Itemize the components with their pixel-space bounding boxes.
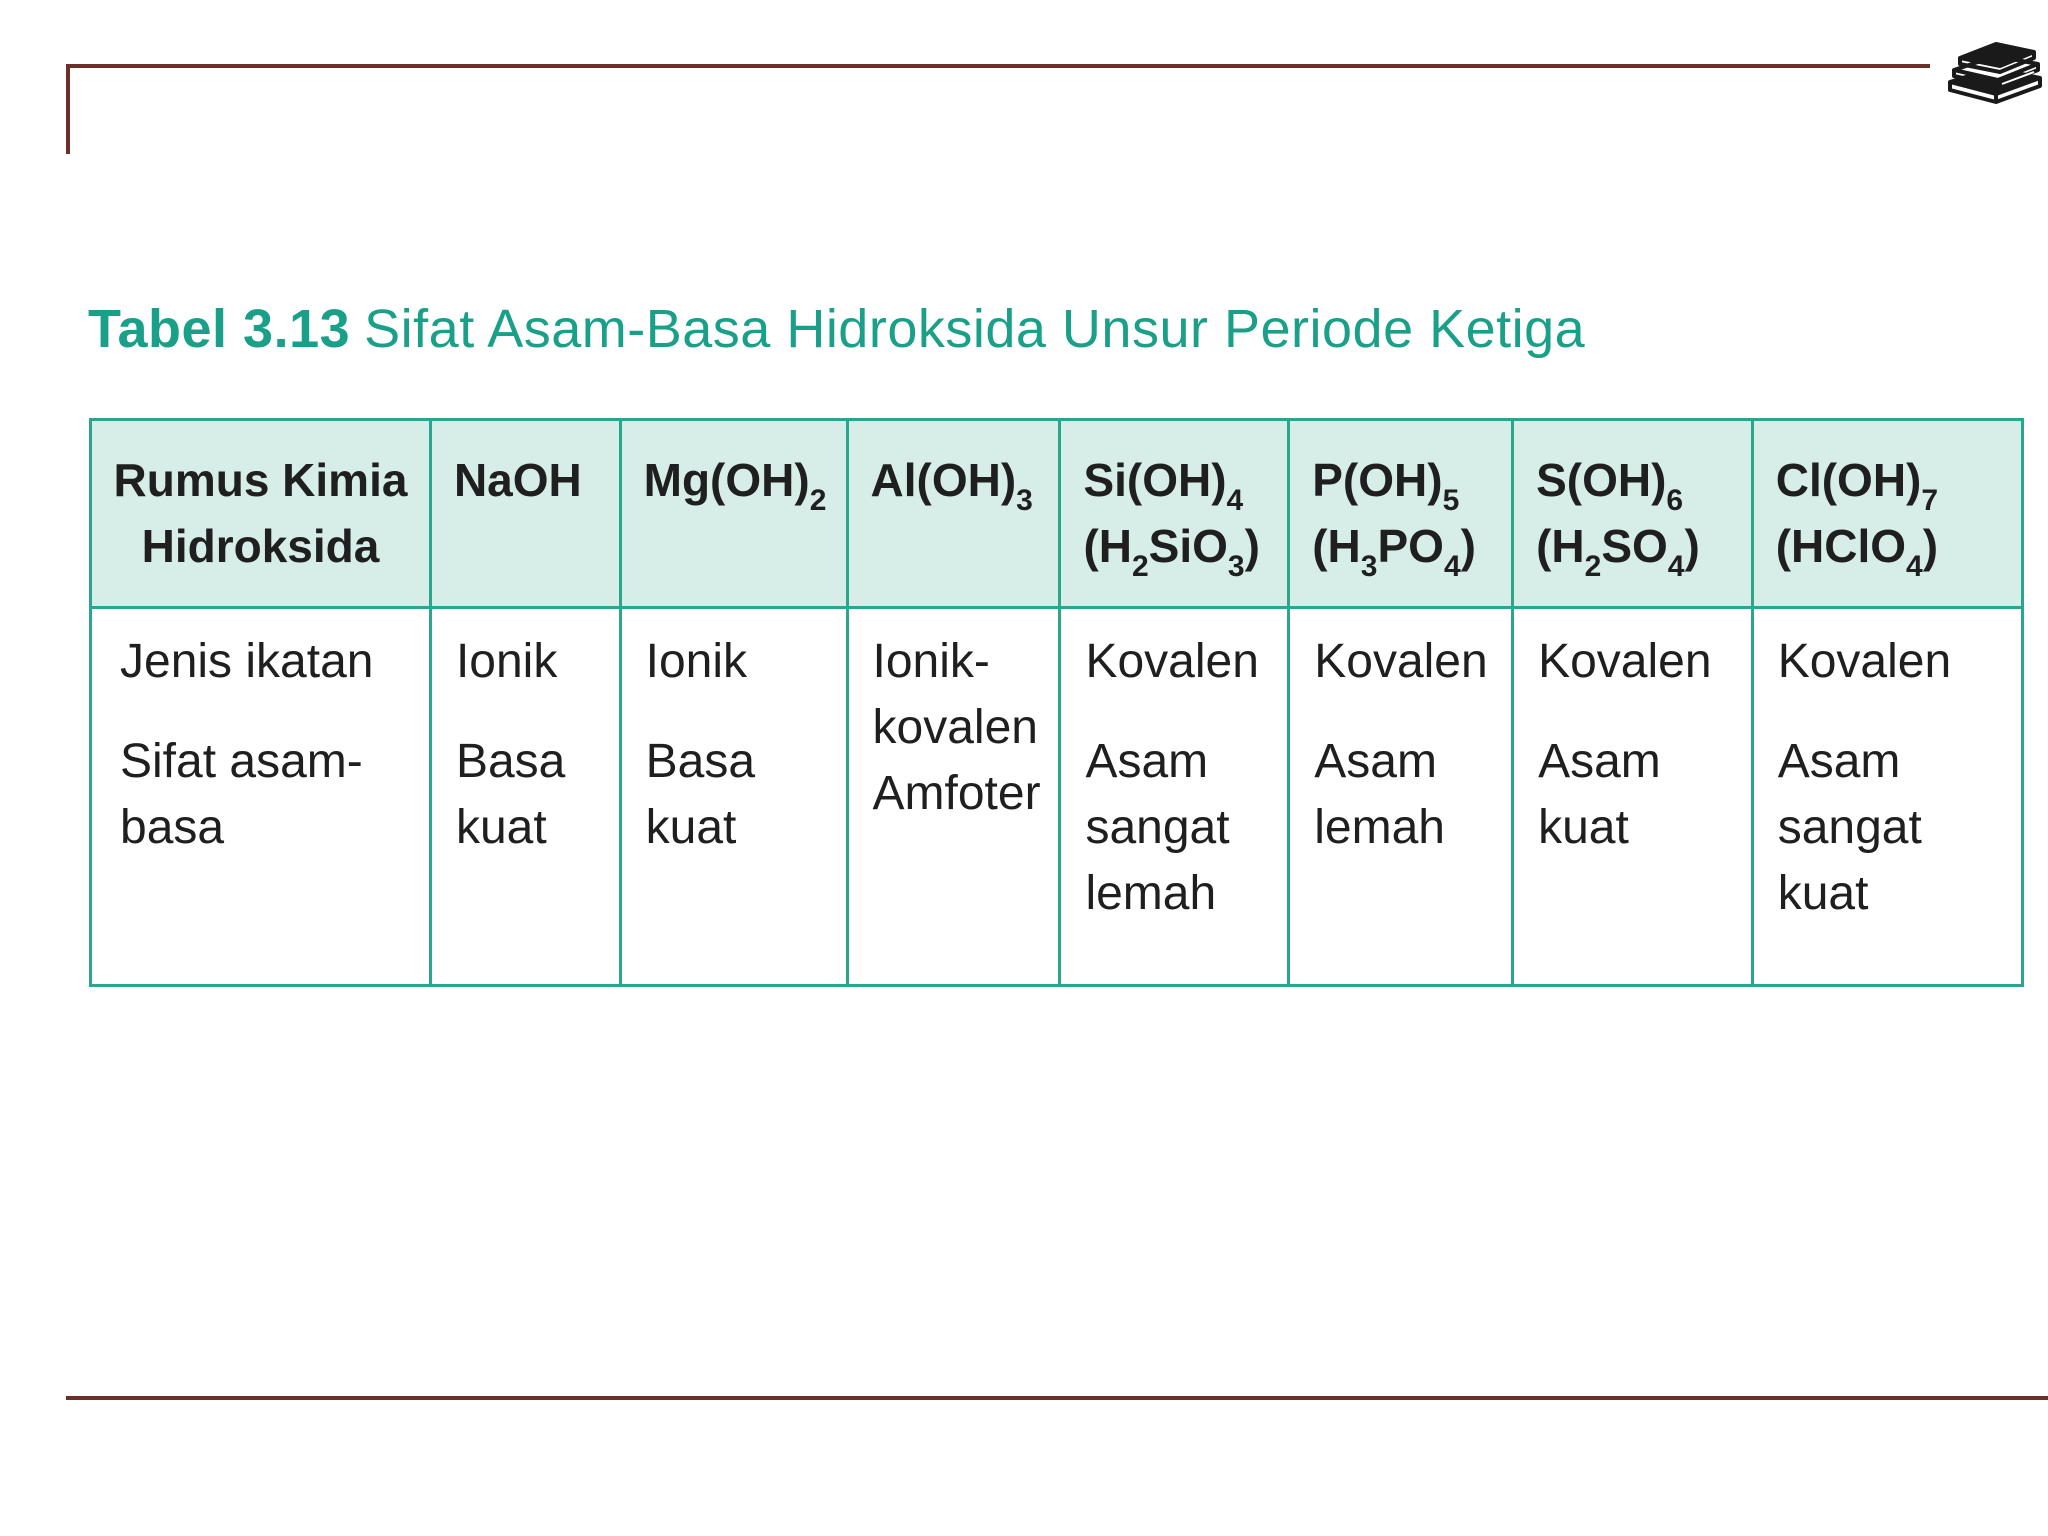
acid-base-value: Basa kuat bbox=[645, 735, 756, 854]
frame-top-rule bbox=[66, 64, 1930, 68]
data-cell bbox=[620, 608, 847, 986]
row-label-cell bbox=[91, 608, 431, 986]
acid-base-value: Basa kuat bbox=[455, 735, 566, 854]
subscript: 2 bbox=[809, 484, 827, 518]
subscript: 2 bbox=[1131, 550, 1149, 584]
header-cell-naoh bbox=[430, 420, 620, 608]
table-row bbox=[91, 608, 2023, 986]
data-cell bbox=[1289, 608, 1513, 986]
acid-base-value: Asam lemah bbox=[1314, 735, 1445, 854]
subscript: 3 bbox=[1227, 550, 1245, 584]
header-label-text: Rumus Kimia Hidroksida bbox=[113, 454, 408, 572]
header-cell-aloh3 bbox=[847, 420, 1060, 608]
subscript: 3 bbox=[1360, 550, 1378, 584]
table-caption-number: Tabel 3.13 bbox=[88, 299, 351, 359]
acid-base-value: Asam sangat kuat bbox=[1777, 735, 1922, 920]
subscript: 5 bbox=[1442, 484, 1460, 518]
header-cell-sioh4 bbox=[1060, 420, 1289, 608]
subscript: 7 bbox=[1921, 484, 1939, 518]
formula: $S(OH)_6$ bbox=[1536, 454, 1684, 518]
header-cell-soh6 bbox=[1513, 420, 1753, 608]
alt-formula: $(H_3PO_4)$ bbox=[1312, 520, 1476, 584]
data-cell bbox=[430, 608, 620, 986]
subscript: 2 bbox=[1584, 550, 1602, 584]
frame-bottom-rule bbox=[66, 1396, 2048, 1400]
alt-formula: $(H_2SO_4)$ bbox=[1536, 520, 1700, 584]
bond-type-value: Kovalen bbox=[1777, 635, 1952, 688]
subscript: 4 bbox=[1443, 550, 1461, 584]
subscript: 6 bbox=[1666, 484, 1684, 518]
bond-type-value: Kovalen bbox=[1314, 635, 1488, 688]
table-caption-title: Sifat Asam-Basa Hidroksida Unsur Periode Ketiga bbox=[364, 299, 1586, 359]
formula: NaOH bbox=[453, 454, 582, 506]
data-cell bbox=[847, 608, 1060, 986]
bond-type-value: Ionik bbox=[455, 635, 558, 688]
subscript: 4 bbox=[1226, 484, 1244, 518]
bond-type-value: Kovalen bbox=[1085, 635, 1259, 688]
formula: $Si(OH)_4$ bbox=[1083, 454, 1244, 518]
data-cell bbox=[1752, 608, 2022, 986]
formula: $Mg(OH)_2$ bbox=[643, 454, 827, 518]
table-caption bbox=[88, 298, 1585, 360]
header-cell-mgoh2 bbox=[620, 420, 847, 608]
alt-formula: $(H_2SiO_3)$ bbox=[1083, 520, 1260, 584]
bond-type-value: Ionik- kovalen bbox=[872, 635, 1038, 754]
alt-formula: (HClO$_4$) bbox=[1775, 520, 1939, 584]
subscript: 4 bbox=[1906, 550, 1923, 584]
subscript: 3 bbox=[1016, 484, 1033, 518]
header-cell-cloh7 bbox=[1752, 420, 2022, 608]
frame-left-rule bbox=[66, 64, 70, 154]
formula: $P(OH)_5$ bbox=[1312, 454, 1460, 518]
cell-gap bbox=[120, 695, 417, 729]
formula: $Cl(OH)_7$ bbox=[1775, 454, 1939, 518]
bond-type-value: Kovalen bbox=[1538, 635, 1712, 688]
acid-base-value: Asam sangat lemah bbox=[1085, 735, 1230, 920]
subscript: 4 bbox=[1667, 550, 1685, 584]
acid-base-value: Amfoter bbox=[872, 767, 1041, 820]
row-label-acid-base: Sifat asam- basa bbox=[120, 735, 363, 854]
table-header-row bbox=[91, 420, 2023, 608]
data-cell bbox=[1060, 608, 1289, 986]
acid-base-value: Asam kuat bbox=[1538, 735, 1661, 854]
formula: $Al(OH)_3$ bbox=[870, 454, 1033, 518]
books-stack-icon bbox=[1944, 40, 2044, 104]
hydroxide-properties-table bbox=[89, 418, 2024, 987]
bond-type-value: Ionik bbox=[645, 635, 748, 688]
data-cell bbox=[1513, 608, 1753, 986]
header-cell-formula-label bbox=[91, 420, 431, 608]
header-cell-poh5 bbox=[1289, 420, 1513, 608]
row-label-bond: Jenis ikatan bbox=[120, 635, 374, 688]
